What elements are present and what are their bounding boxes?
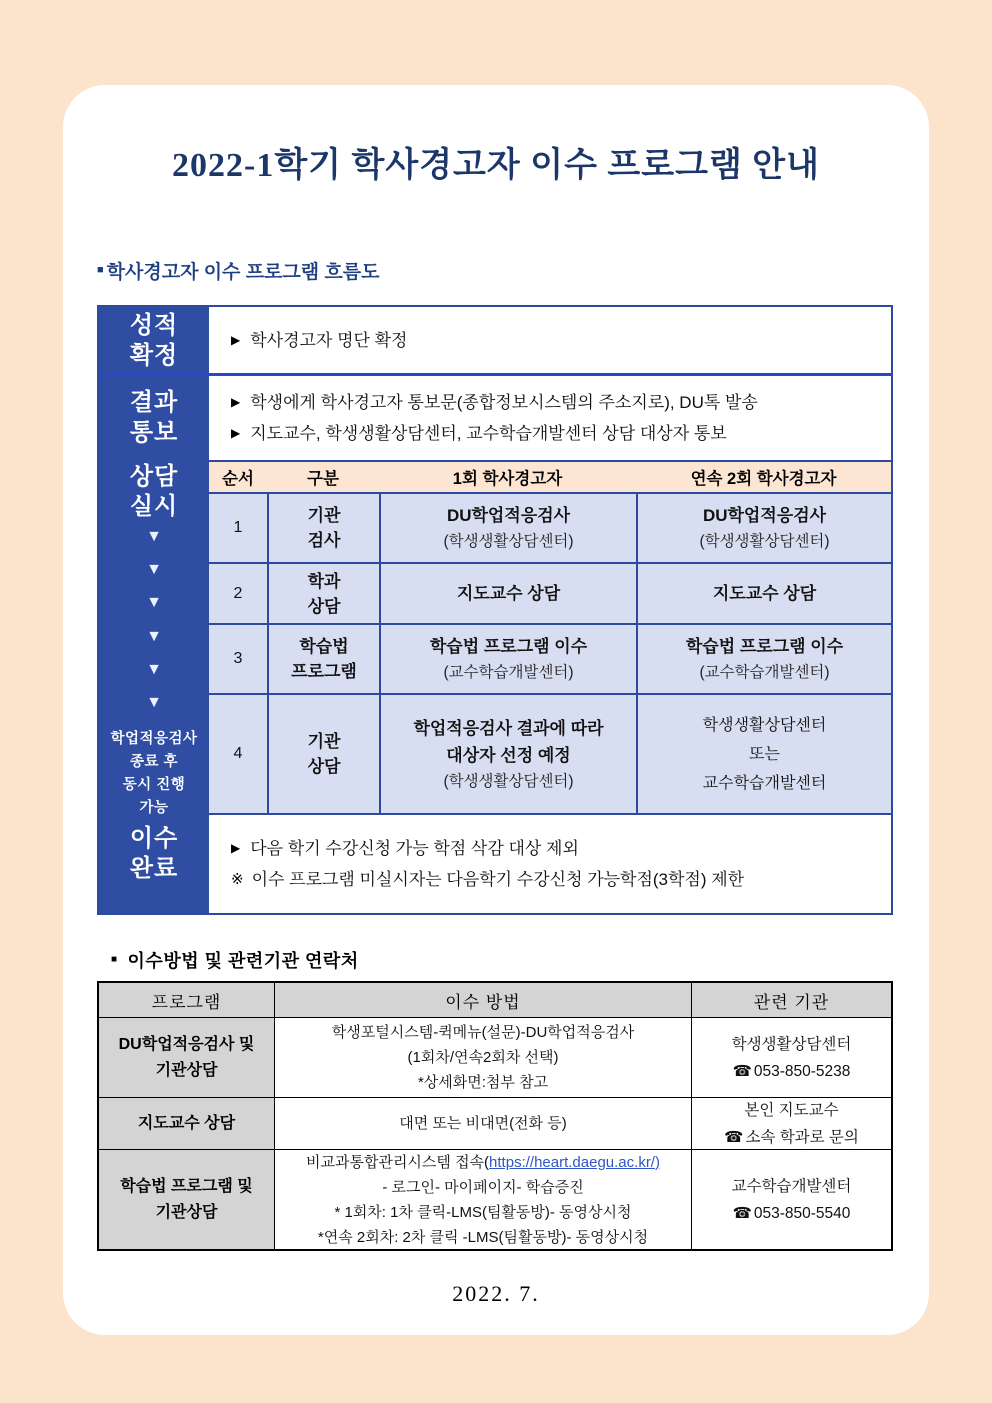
row-divider bbox=[99, 373, 891, 376]
table-cell-first bbox=[379, 492, 636, 562]
table-cell-category bbox=[267, 623, 379, 693]
result-content bbox=[209, 376, 891, 460]
org-name: 학생생활상담센터 bbox=[731, 1035, 852, 1053]
table-cell-category bbox=[267, 562, 379, 623]
table-cell-first bbox=[379, 693, 636, 813]
counsel-header-first-warning: 1회 학사경고자 bbox=[379, 462, 636, 492]
org-name: 교수학습개발센터 bbox=[731, 1177, 852, 1195]
order-number: 1 bbox=[233, 519, 243, 536]
category-line: 프로그램 bbox=[291, 662, 357, 681]
counsel-header-category: 구분 bbox=[267, 462, 379, 492]
cell-text: 또는 bbox=[749, 745, 780, 763]
method-line: 대면 또는 비대면(전화 등) bbox=[399, 1115, 567, 1132]
cell-text: (학생생활상담센터) bbox=[699, 533, 830, 550]
program-line: 학습법 프로그램 및 bbox=[120, 1177, 253, 1195]
flow-stage-column bbox=[99, 307, 209, 913]
cell-text: 교수학습개발센터 bbox=[702, 774, 827, 792]
bullet-line bbox=[231, 418, 891, 449]
program-line: 기관상담 bbox=[155, 1203, 218, 1221]
table-cell-second bbox=[636, 693, 891, 813]
cell-text: DU학업적응검사 bbox=[702, 506, 827, 525]
method-line: * 1회차: 1차 클릭-LMS(팀활동방)- 동영상시청 bbox=[334, 1203, 632, 1221]
play-icon: ▶ bbox=[231, 395, 241, 409]
grade-text: 학사경고자 명단 확정 bbox=[250, 330, 408, 350]
method-link-prefix: 비교과통합관리시스템 접속( bbox=[306, 1153, 490, 1171]
contact-table bbox=[97, 981, 893, 1251]
org-phone-line bbox=[733, 1200, 851, 1227]
flow-arrows bbox=[99, 529, 209, 711]
program-line: 기관상담 bbox=[155, 1061, 218, 1079]
contact-org-cell bbox=[691, 1097, 891, 1149]
stage-grade-label bbox=[99, 309, 209, 373]
category-line: 기관 bbox=[307, 506, 341, 525]
category-line: 기관 bbox=[307, 732, 341, 751]
cell-text: 대상자 선정 예정 bbox=[446, 745, 571, 765]
table-cell-order bbox=[209, 693, 267, 813]
cell-text: 학습법 프로그램 이수 bbox=[685, 637, 844, 656]
table-cell-order bbox=[209, 562, 267, 623]
complete-text: 다음 학기 수강신청 가능 학점 삭감 대상 제외 bbox=[250, 839, 579, 858]
stage-text: 결과 bbox=[129, 389, 179, 416]
stage-text: 성적 bbox=[129, 312, 179, 339]
heart-system-link[interactable]: https://heart.daegu.ac.kr/) bbox=[489, 1153, 660, 1171]
side-note-line: 학업적응검사 bbox=[110, 731, 198, 747]
cell-text: (교수학습개발센터) bbox=[443, 664, 574, 681]
bullet-line bbox=[231, 325, 891, 356]
phone-icon: ☎ bbox=[732, 1062, 752, 1080]
cell-text: DU학업적응검사 bbox=[446, 506, 571, 525]
table-cell-second bbox=[636, 492, 891, 562]
contact-header-program: 프로그램 bbox=[99, 983, 274, 1017]
page-title: 2022-1학기 학사경고자 이수 프로그램 안내 bbox=[172, 147, 820, 184]
category-line: 검사 bbox=[307, 531, 341, 550]
contact-program-cell bbox=[99, 1149, 274, 1249]
footer-date: 2022. 7. bbox=[452, 1281, 540, 1306]
org-name: 본인 지도교수 bbox=[744, 1101, 839, 1119]
square-bullet-icon: ■ bbox=[111, 954, 118, 965]
phone-icon: ☎ bbox=[732, 1204, 752, 1222]
method-line-with-link bbox=[306, 1150, 660, 1175]
method-line: *연속 2회차: 2차 클릭 -LMS(팀활동방)- 동영상시청 bbox=[317, 1228, 649, 1246]
contact-program-cell bbox=[99, 1017, 274, 1097]
program-line: 지도교수 상담 bbox=[137, 1114, 236, 1132]
flow-section-heading bbox=[97, 257, 379, 284]
side-note-line: 종료 후 bbox=[129, 754, 179, 770]
bullet-line bbox=[231, 833, 891, 864]
contact-heading-text: 이수방법 및 관련기관 연락처 bbox=[127, 951, 359, 971]
contact-org-cell bbox=[691, 1149, 891, 1249]
cell-text: (학생생활상담센터) bbox=[443, 533, 574, 550]
order-number: 2 bbox=[233, 584, 243, 602]
table-cell-category bbox=[267, 492, 379, 562]
category-line: 상담 bbox=[307, 596, 341, 616]
contact-header-method: 이수 방법 bbox=[274, 983, 691, 1017]
method-line: *상세화면:첨부 참고 bbox=[417, 1074, 549, 1091]
result-text: 학생에게 학사경고자 통보문(종합정보시스템의 주소지로), DU톡 발송 bbox=[250, 393, 758, 412]
contact-program-cell bbox=[99, 1097, 274, 1149]
stage-text: 상담 bbox=[129, 463, 179, 490]
contact-method-cell bbox=[274, 1097, 691, 1149]
side-note-line: 가능 bbox=[139, 800, 169, 816]
counsel-table bbox=[209, 460, 891, 815]
method-line: (1회차/연속2회차 선택) bbox=[407, 1049, 559, 1066]
table-cell-second bbox=[636, 562, 891, 623]
reference-mark-icon: ※ bbox=[231, 871, 244, 888]
category-line: 학습법 bbox=[299, 637, 349, 656]
table-cell-first bbox=[379, 562, 636, 623]
table-cell-first bbox=[379, 623, 636, 693]
down-arrow-icon: ▼ bbox=[146, 528, 162, 545]
play-icon: ▶ bbox=[231, 841, 241, 855]
table-cell-category bbox=[267, 693, 379, 813]
category-line: 상담 bbox=[307, 757, 341, 776]
org-phone: 053-850-5238 bbox=[753, 1062, 851, 1080]
contact-method-cell bbox=[274, 1017, 691, 1097]
stage-text: 이수 bbox=[129, 825, 179, 852]
cell-text: 지도교수 상담 bbox=[456, 584, 561, 603]
grade-content bbox=[209, 307, 891, 373]
complete-text: 이수 프로그램 미실시자는 다음학기 수강신청 가능학점(3학점) 제한 bbox=[251, 870, 745, 889]
contact-method-cell bbox=[274, 1149, 691, 1249]
flow-heading-text: 학사경고자 이수 프로그램 흐름도 bbox=[106, 262, 380, 283]
stage-complete-label bbox=[99, 819, 209, 889]
table-cell-order bbox=[209, 623, 267, 693]
program-line: DU학업적응검사 및 bbox=[118, 1035, 255, 1053]
down-arrow-icon: ▼ bbox=[146, 627, 162, 645]
category-line: 학과 bbox=[307, 571, 341, 591]
complete-content bbox=[209, 815, 891, 913]
org-phone-line bbox=[733, 1058, 851, 1085]
table-cell-second bbox=[636, 623, 891, 693]
play-icon: ▶ bbox=[231, 426, 241, 440]
down-arrow-icon: ▼ bbox=[146, 594, 162, 612]
document-card bbox=[63, 85, 929, 1335]
cell-text: 학업적응검사 결과에 따라 bbox=[413, 718, 604, 738]
down-arrow-icon: ▼ bbox=[146, 693, 162, 711]
stage-text: 완료 bbox=[129, 855, 179, 882]
bullet-line bbox=[231, 387, 891, 418]
side-note bbox=[99, 731, 209, 817]
play-icon: ▶ bbox=[231, 332, 241, 347]
order-number: 3 bbox=[233, 650, 243, 667]
org-phone-line bbox=[724, 1124, 859, 1151]
cell-text: 학습법 프로그램 이수 bbox=[429, 637, 588, 656]
side-note-line: 동시 진행 bbox=[122, 777, 186, 793]
counsel-header-second-warning: 연속 2회 학사경고자 bbox=[636, 462, 891, 492]
phone-icon: ☎ bbox=[724, 1128, 744, 1146]
cell-text: (학생생활상담센터) bbox=[443, 772, 574, 790]
cell-text: (교수학습개발센터) bbox=[699, 664, 830, 681]
contact-org-cell bbox=[691, 1017, 891, 1097]
contact-section-heading bbox=[111, 947, 359, 973]
stage-text: 실시 bbox=[129, 493, 179, 520]
method-line: 학생포털시스템-퀵메뉴(설문)-DU학업적응검사 bbox=[331, 1024, 635, 1041]
method-line: - 로그인- 마이페이지- 학습증진 bbox=[382, 1178, 584, 1196]
org-phone: 소속 학과로 문의 bbox=[745, 1128, 859, 1146]
contact-header-org: 관련 기관 bbox=[691, 983, 891, 1017]
down-arrow-icon: ▼ bbox=[146, 660, 162, 678]
order-number: 4 bbox=[233, 745, 243, 762]
stage-text: 통보 bbox=[129, 419, 179, 446]
stage-result-label bbox=[99, 377, 209, 459]
cell-text: 학생생활상담센터 bbox=[702, 716, 827, 734]
cell-text: 지도교수 상담 bbox=[712, 584, 817, 603]
result-text: 지도교수, 학생생활상담센터, 교수학습개발센터 상담 대상자 통보 bbox=[250, 424, 727, 443]
table-cell-order bbox=[209, 492, 267, 562]
flow-table bbox=[97, 305, 893, 915]
org-phone: 053-850-5540 bbox=[753, 1204, 851, 1222]
stage-text: 확정 bbox=[129, 342, 179, 369]
bullet-line bbox=[231, 864, 891, 895]
square-bullet-icon: ■ bbox=[97, 264, 104, 276]
stage-counsel-label bbox=[99, 461, 209, 523]
down-arrow-icon: ▼ bbox=[146, 561, 162, 579]
counsel-header-order: 순서 bbox=[209, 462, 267, 492]
